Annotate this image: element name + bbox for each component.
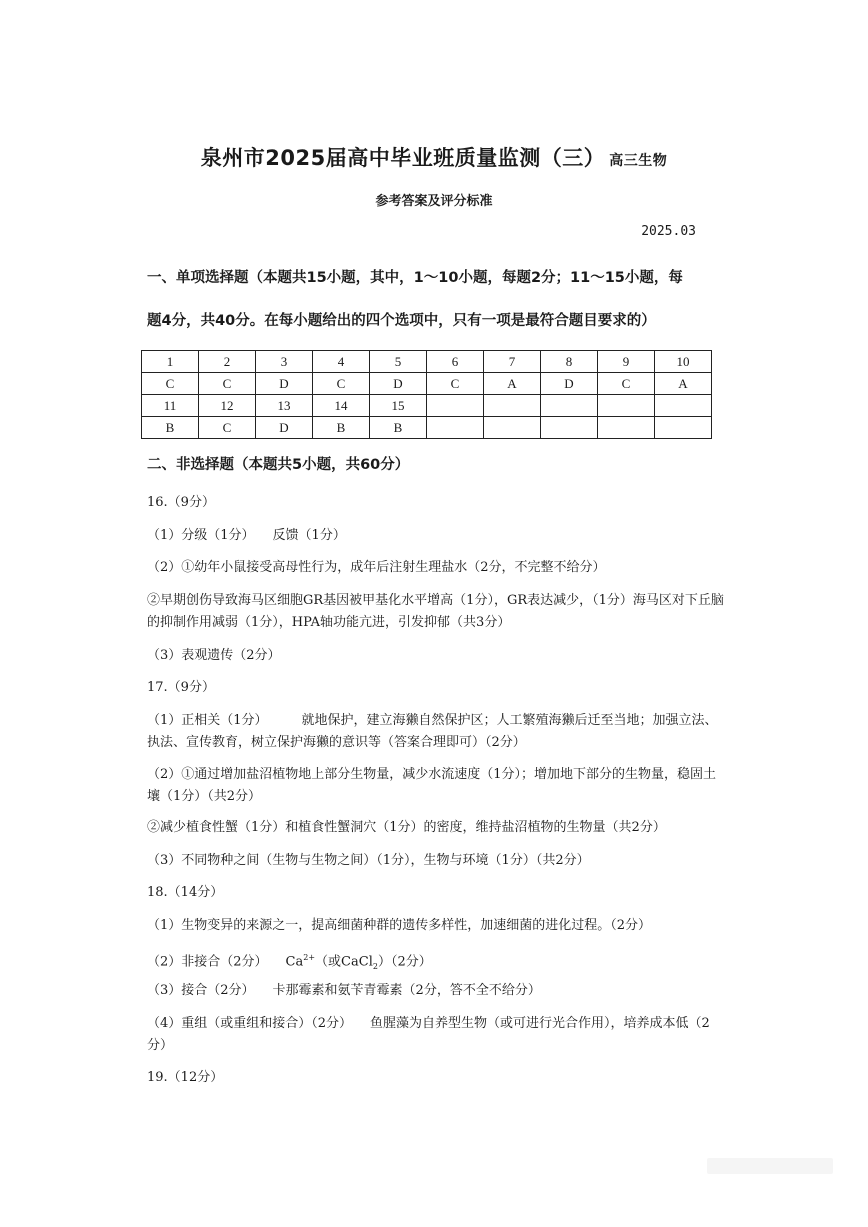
answer-table-cell: 2 [199, 351, 256, 373]
q18-part2-mid: （或CaCl [315, 954, 373, 970]
document-date: 2025.03 [641, 224, 696, 239]
q18-part3 [147, 980, 737, 1002]
q18-part4-b: 鱼腥藻为自养型生物（或可进行光合作用），培养成本低（2分） [147, 1016, 710, 1053]
answer-table-cell: C [199, 417, 256, 439]
q18-part2-sub: 2 [372, 961, 378, 971]
q18-part4-a: （4）重组（或重组和接合）（2分） [147, 1016, 353, 1031]
q17-heading: 17.（9分） [147, 680, 215, 695]
q16-heading: 16.（9分） [147, 495, 215, 510]
answer-table-cell: 6 [427, 351, 484, 373]
q18-part4 [147, 1013, 727, 1057]
answer-table-cell: C [142, 373, 199, 395]
answer-table-cell: 14 [313, 395, 370, 417]
q16-part2b: ②早期创伤导致海马区细胞GR基因被甲基化水平增高（1分），GR表达减少，（1分）海马区对下丘脑的抑制作用减弱（1分），HPA轴功能亢进，引发抑郁（共3分） [147, 593, 724, 630]
page-subtitle: 参考答案及评分标准 [375, 194, 493, 209]
answer-table-cell: 7 [484, 351, 541, 373]
q17-part1-a: （1）正相关（1分） [147, 713, 268, 728]
q18-part2 [147, 947, 737, 978]
title-main: 泉州市2025届高中毕业班质量监测（三） [200, 146, 606, 170]
answer-table-cell: B [313, 417, 370, 439]
answer-table-cell: 12 [199, 395, 256, 417]
answer-table-cell: B [142, 417, 199, 439]
answer-table-cell [598, 417, 655, 439]
answer-table-cell [598, 395, 655, 417]
answer-table-cell: C [598, 373, 655, 395]
q18-part1: （1）生物变异的来源之一，提高细菌种群的遗传多样性，加速细菌的进化过程。（2分） [147, 918, 652, 933]
q19-heading: 19.（12分） [147, 1070, 224, 1085]
q18-part2-a: （2）非接合（2分） [147, 954, 268, 970]
answer-table-cell: 3 [256, 351, 313, 373]
answer-table-cell: C [313, 373, 370, 395]
answer-table-row [142, 351, 712, 373]
q17-part2a: （2）①通过增加盐沼植物地上部分生物量，减少水流速度（1分）；增加地下部分的生物量，稳固土壤（1分）（共2分） [147, 767, 717, 804]
watermark-smudge [707, 1158, 833, 1174]
answer-table-row [142, 417, 712, 439]
q17-part3: （3）不同物种之间（生物与生物之间）（1分），生物与环境（1分）（共2分） [147, 853, 590, 868]
answer-table-cell: 13 [256, 395, 313, 417]
answer-table-cell: D [541, 373, 598, 395]
answer-table-cell [541, 417, 598, 439]
answer-table-cell [655, 395, 712, 417]
q17-part1 [147, 710, 727, 754]
q16-part3: （3）表观遗传（2分） [147, 648, 281, 663]
answer-table-cell: D [370, 373, 427, 395]
answer-table-cell: C [427, 373, 484, 395]
q17-part2b: ②减少植食性蟹（1分）和植食性蟹洞穴（1分）的密度，维持盐沼植物的生物量（共2分） [147, 820, 666, 835]
q18-heading: 18.（14分） [147, 885, 224, 900]
q16-part2a: （2）①幼年小鼠接受高母性行为，成年后注射生理盐水（2分，不完整不给分） [147, 560, 606, 575]
answer-table-cell: C [199, 373, 256, 395]
q18-part2-charge: 2+ [303, 953, 316, 962]
answer-table-cell: D [256, 417, 313, 439]
answer-table-cell: A [484, 373, 541, 395]
answer-table [141, 350, 712, 439]
answer-table-cell [484, 417, 541, 439]
answer-table-cell: 10 [655, 351, 712, 373]
answer-table-cell [427, 417, 484, 439]
answer-table-row [142, 373, 712, 395]
answer-table-cell [427, 395, 484, 417]
page-title [0, 142, 868, 172]
answer-table-cell: 8 [541, 351, 598, 373]
q18-part3-a: （3）接合（2分） [147, 983, 255, 998]
answer-table-cell: A [655, 373, 712, 395]
answer-table-row [142, 395, 712, 417]
q18-part2-ion: Ca [285, 954, 304, 970]
section1-heading-line2: 题4分，共40分。在每小题给出的四个选项中，只有一项是最符合题目要求的） [147, 313, 656, 329]
answer-table-cell: 1 [142, 351, 199, 373]
answer-table-cell: 11 [142, 395, 199, 417]
answer-table-cell: D [256, 373, 313, 395]
q18-part2-end: ）（2分） [377, 954, 432, 970]
title-suffix: 高三生物 [609, 153, 668, 169]
answer-table-cell [541, 395, 598, 417]
q16-part1-b: 反馈（1分） [272, 528, 346, 543]
q16-part1-a: （1）分级（1分） [147, 528, 255, 543]
answer-table-cell: 4 [313, 351, 370, 373]
answer-table-cell [484, 395, 541, 417]
q18-part3-b: 卡那霉素和氨苄青霉素（2分，答不全不给分） [272, 983, 541, 998]
answer-table-cell: 5 [370, 351, 427, 373]
q16-part1 [147, 525, 737, 547]
section2-heading: 二、非选择题（本题共5小题，共60分） [147, 457, 410, 473]
q17-part1-b: 就地保护，建立海獭自然保护区；人工繁殖海獭后迁至当地；加强立法、执法、宣传教育，树立保护海獭的意识等（答案合理即可）（2分） [147, 713, 718, 750]
answer-table-cell: 9 [598, 351, 655, 373]
answer-table-cell: 15 [370, 395, 427, 417]
answer-table-cell: B [370, 417, 427, 439]
answer-table-cell [655, 417, 712, 439]
section1-heading-line1: 一、单项选择题（本题共15小题，其中，1～10小题，每题2分；11～15小题，每 [147, 270, 683, 286]
